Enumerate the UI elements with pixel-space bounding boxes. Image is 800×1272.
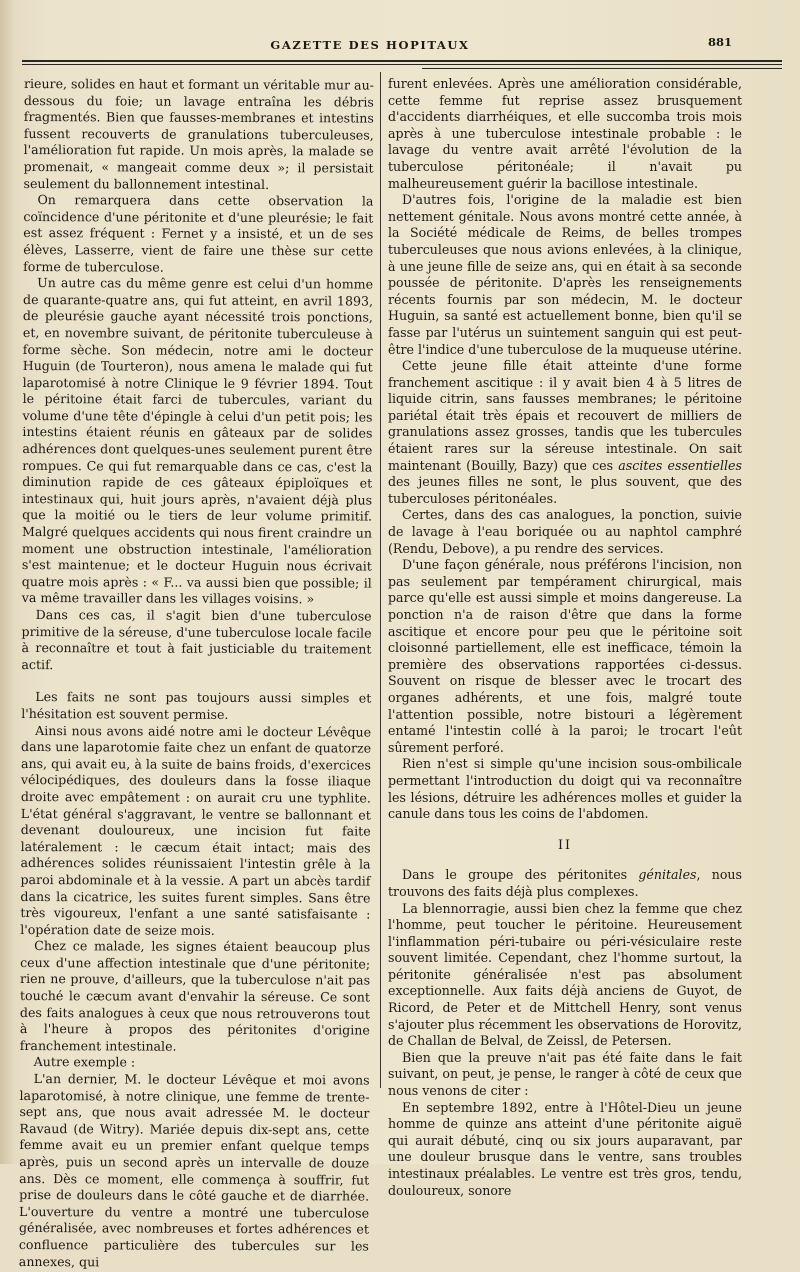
paragraph: Autre exemple : xyxy=(33,1054,136,1070)
paragraph: D'autres fois, l'origine de la maladie est bien nettement génitale. Nous avons montré cette année, à la Société médicale de Reims, de belles trompes tuberculeuses que nous avions enlevées, à la clinique, à une jeune fille de seize ans, qui en était à sa seconde poussée de péritonite. D'après les renseignements récents fournis par son médecin, M. le docteur Huguin, sa santé est actuellement bonne, bien qu'il se fasse par l'utérus un suintement sanguin qui est peut-être l'indice d'une tuberculose de la muqueuse utérine. xyxy=(388,192,742,357)
paragraph: On remarquera dans cette observation la coïncidence d'une péritonite et d'une pleurésie; le fait est assez fréquent : Fernet y a insisté, et un de ses élèves, Lasserre, vient de faire une thèse sur cette forme de tuberculose. xyxy=(23,192,374,275)
italic-term: génitales xyxy=(638,867,697,883)
paragraph: En septembre 1892, entre à l'Hôtel-Dieu un jeune homme de quinze ans atteint d'une péritonite aiguë qui aurait débuté, cinq ou six jours auparavant, par une douleur brusque dans le ventre, sans troubles intestinaux préalables. Le ventre est très gros, tendu, douloureux, sonore xyxy=(388,1099,742,1198)
page-gutter-shadow xyxy=(0,0,14,1164)
header-rule-thick xyxy=(22,60,782,62)
header-rule-short xyxy=(422,68,782,69)
paragraph xyxy=(388,867,742,900)
paragraph: Un autre cas du même genre est celui d'un homme de quarante-quatre ans, qui fut atteint, en avril 1893, de pleurésie gauche ayant nécessité trois ponctions, et, en novembre suivant, de péritonite tuberculeuse à forme sèche. Son médecin, notre ami le docteur Huguin (de Tourteron), nous amena le malade qui fut laparotomisé à notre Clinique le 9 février 1894. Tout le péritoine était farci de tubercules, variant du volume d'une tête d'épingle à celui d'un petit pois; les intestins étaient réunis en gâteaux par de solides adhérences dont quelques-unes seulement purent être rompues. Ce qui fut remarquable dans ce cas, c'est la diminution rapide de ces gâteaux épiploïques et intestinaux qui, huit jours après, n'avaient déjà plus que la moitié ou le tiers de leur volume primitif. Malgré quelques accidents qui nous firent craindre un moment une obstruction intestinale, l'amélioration s'est maintenue; et le docteur Huguin nous écrivait quatre mois après : « F... va aussi bien que possible; il va même travailler dans les villages voisins. » xyxy=(21,275,374,607)
right-column xyxy=(388,76,742,1199)
paragraph: Bien que la preuve n'ait pas été faite dans le fait suivant, on peut, je pense, le ranger à côté de ceux que nous venons de citer : xyxy=(388,1049,742,1099)
paragraph: L'an dernier, M. le docteur Lévêque et moi avons laparotomisé, à notre clinique, une femme de trente-sept ans, que nous avait adressée M. le docteur Ravaud (de Witry). Mariée depuis dix-sept ans, cette femme avait eu un premier enfant quelque temps après, puis un second après un intervalle de douze ans. Dès ce moment, elle commença à souffrir, fut prise de douleurs dans le côté gauche et de diarrhée. L'ouverture du ventre a montré une tuberculose généralisée, avec nombreuses et fortes adhérences et confluence particulière des tubercules sur les annexes, qui xyxy=(18,1071,370,1269)
paragraph: Ainsi nous avons aidé notre ami le docteur Lévêque dans une laparotomie faite chez un enfant de quatorze ans, qui avait eu, à la suite de bains froids, d'exercices vélocipédiques, des douleurs dans la fosse iliaque droite avec empâtement : on aurait cru une typhlite. L'état général s'aggravant, le ventre se ballonnant et devenant douloureux, une incision fut faite latéralement : le cæcum était intact; mais des adhérences solides réunissaient l'intestin grêle à la paroi abdominale et à la vessie. A part un abcès tardif dans la cicatrice, les suites furent simples. Sans être très vigoureux, l'enfant a une santé satisfaisante : l'opération date de seize mois. xyxy=(20,722,372,938)
text-run: des jeunes filles ne sont, le plus souvent, que des tuberculoses péritonéales. xyxy=(388,474,742,506)
text-run: , nous trouvons des faits déjà plus complexes. xyxy=(388,867,742,899)
paragraph: Certes, dans des cas analogues, la ponction, suivie de lavage à l'eau boriquée ou au naphtol camphré (Rendu, Debove), a pu rendre des services. xyxy=(388,507,742,556)
paragraph: Les faits ne sont pas toujours aussi simples et l'hésitation est souvent permise. xyxy=(21,689,372,722)
paragraph: furent enlevées. Après une amélioration considérable, cette femme fut reprise assez brusquement d'accidents diarrhéiques, et elle succomba trois mois après à une tuberculose intestinale probable : le lavage du ventre avait arrêté l'évolution de la tuberculose péritonéale; il n'avait pu malheureusement guérir la bacillose intestinale. xyxy=(388,76,742,191)
paragraph: Chez ce malade, les signes étaient beaucoup plus ceux d'une affection intestinale que d'une péritonite; rien ne prouve, d'ailleurs, que la tuberculose n'ait pas touché le cæcum avant d'envahir la séreuse. Ce sont des faits analogues à ceux que nous retrouverons tout à l'heure à propos des péritonites d'origine franchement intestinale. xyxy=(19,938,371,1054)
running-header-title: GAZETTE DES HOPITAUX xyxy=(270,38,470,52)
left-column xyxy=(19,76,374,1272)
text-run: Dans le groupe des péritonites xyxy=(402,867,628,883)
page-number: 881 xyxy=(708,35,733,49)
paragraph: rieure, solides en haut et formant un véritable mur au-dessous du foie; un lavage entraîna les débris fragmentés. Bien que fausses-membranes et intestins fussent recouverts de granulations tuberculeuses, l'amélioration fut rapide. Un mois après, la malade se promenait, « mangeait comme deux »; il persistait seulement du ballonnement intestinal. xyxy=(23,76,374,192)
header-rule-thin xyxy=(22,64,782,65)
text-run: Cette jeune fille était atteinte d'une forme franchement ascitique : il y avait bien 4 à 5 litres de liquide citrin, sans fausses membranes; le péritoine pariétal était très épais et recouvert de milliers de granulations assez grosses, tandis que les tubercules étaient rares sur la séreuse intestinale. On sait maintenant (Bouilly, Bazy) que ces xyxy=(388,358,742,473)
paragraph: Dans ces cas, il s'agit bien d'une tuberculose primitive de la séreuse, d'une tuberculose locale facile à reconnaître et tout à fait justiciable du traitement actif. xyxy=(21,607,372,672)
paragraph xyxy=(388,358,742,507)
column-divider xyxy=(380,72,381,1088)
italic-term: ascites essentielles xyxy=(618,457,742,473)
section-heading: II xyxy=(558,836,572,852)
paragraph: Rien n'est si simple qu'une incision sous-ombilicale permettant l'introduction du doigt qui va reconnaître les lésions, détruire les adhérences molles et guider la canule dans tous les coins de l'abdomen. xyxy=(388,756,742,822)
paragraph: D'une façon générale, nous préférons l'incision, non pas seulement par tempérament chirurgical, mais parce qu'elle est aussi simple et moins dangereuse. La ponction n'a de raison d'être que dans la forme ascitique et encore pour peu que le péritoine soit cloisonné partiellement, elle est inefficace, témoin la première des observations rapportées ci-dessus. Souvent on risque de blesser avec le trocart des organes adhérents, et une fois, malgré toute l'attention possible, notre bistouri a légèrement entamé l'intestin collé à la paroi; le trocart l'eût sûrement perforé. xyxy=(388,557,742,755)
paragraph: La blennorragie, aussi bien chez la femme que chez l'homme, peut toucher le péritoine. Heureusement l'inflammation péri-tubaire ou péri-vésiculaire reste souvent limitée. Cependant, chez l'homme surtout, la péritonite généralisée n'est pas absolument exceptionnelle. Aux faits déjà anciens de Guyot, de Ricord, de Peter et de Mittchell Henry, sont venus s'ajouter plus récemment les observations de Horovitz, de Challan de Belval, de Zeissl, de Petersen. xyxy=(388,900,742,1049)
